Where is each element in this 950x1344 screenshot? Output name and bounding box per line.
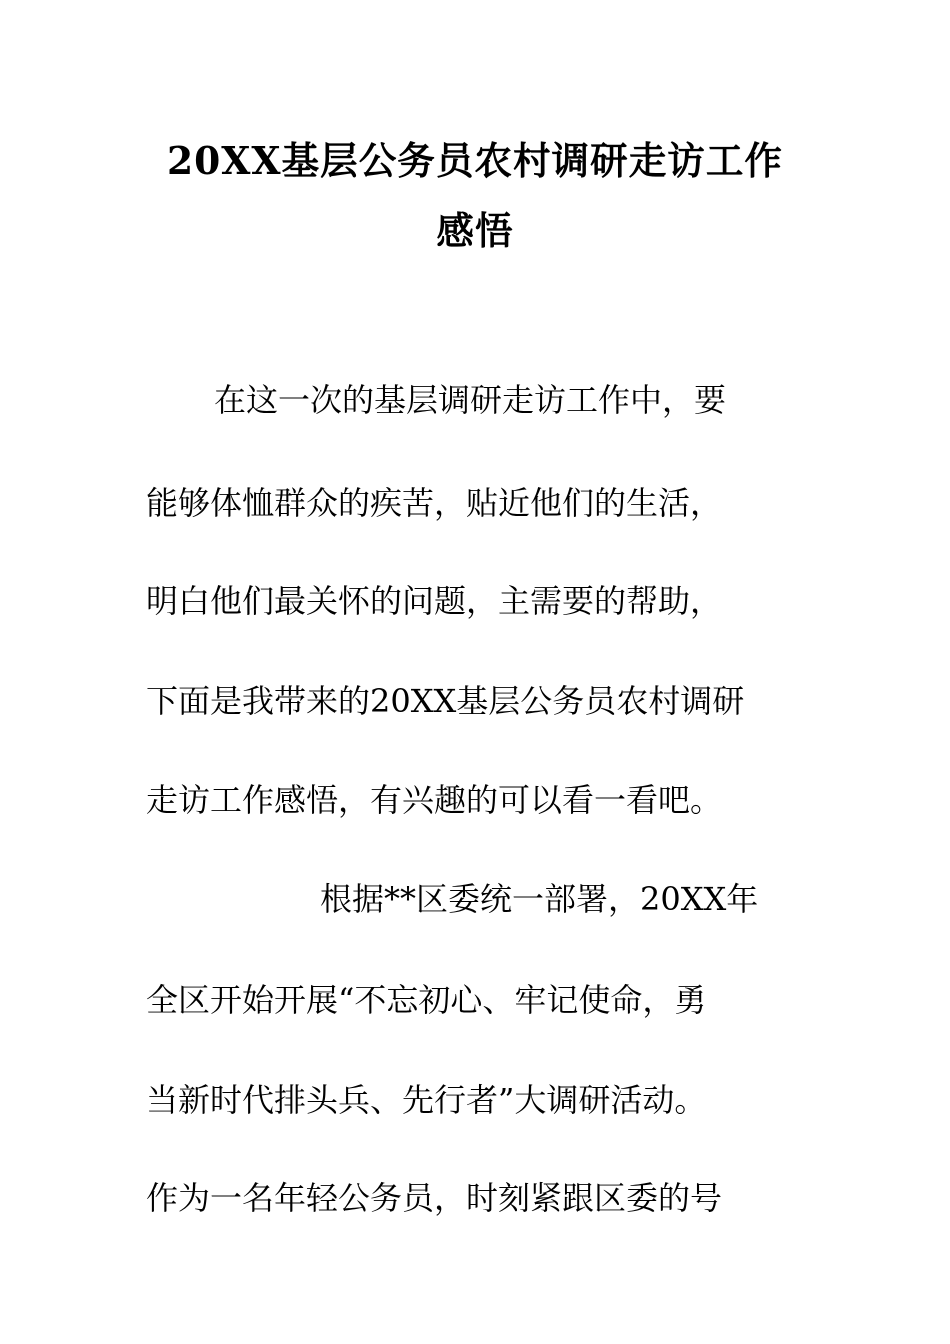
paragraph-line: 走访工作感悟，有兴趣的可以看一看吧。 xyxy=(146,781,723,819)
paragraph-line: 能够体恤群众的疾苦，贴近他们的生活， xyxy=(146,484,723,522)
paragraph-line: 作为一名年轻公务员，时刻紧跟区委的号 xyxy=(146,1179,723,1217)
paragraph-line: 全区开始开展“不忘初心、牢记使命，勇 xyxy=(146,981,707,1019)
paragraph-line: 下面是我带来的20XX基层公务员农村调研 xyxy=(146,682,745,720)
paragraph-line: 在这一次的基层调研走访工作中，要 xyxy=(214,381,727,419)
paragraph-line: 根据**区委统一部署，20XX年 xyxy=(320,880,759,918)
title-line-2: 感悟 xyxy=(436,208,514,253)
title-line-1: 20XX基层公务员农村调研走访工作 xyxy=(166,138,783,183)
paragraph-line: 明白他们最关怀的问题，主需要的帮助， xyxy=(146,582,723,620)
paragraph-line: 当新时代排头兵、先行者”大调研活动。 xyxy=(146,1081,707,1119)
